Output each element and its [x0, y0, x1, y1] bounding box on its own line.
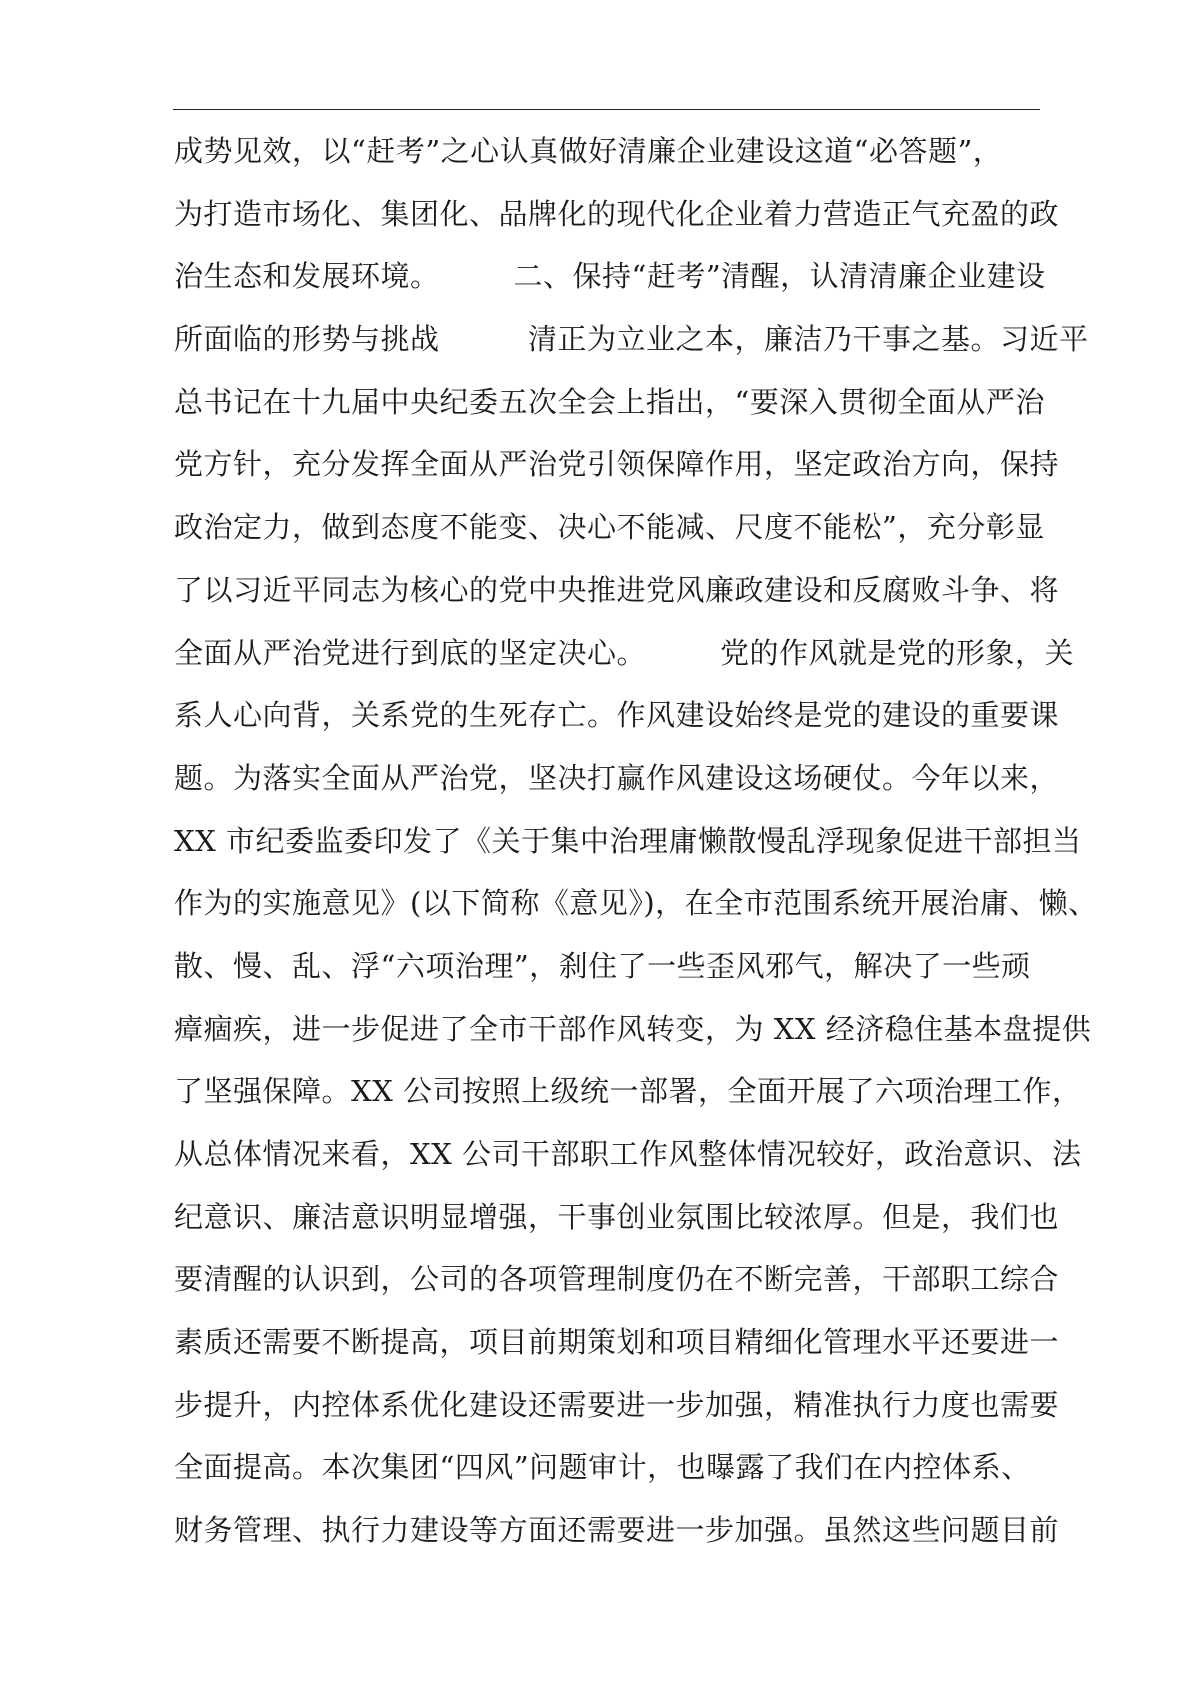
text-line: 治生态和发展环境。 二、保持“赶考”清醒，认清清廉企业建设	[174, 259, 1046, 294]
text-line: 全面从严治党进行到底的坚定决心。 党的作风就是党的形象，关	[174, 635, 1075, 670]
text-line: 散、慢、乱、浮“六项治理”，刹住了一些歪风邪气，解决了一些顽	[174, 948, 1031, 983]
header-rule	[173, 109, 1040, 110]
text-line: 素质还需要不断提高，项目前期策划和项目精细化管理水平还要进一	[174, 1325, 1060, 1360]
text-line: 所面临的形势与挑战 清正为立业之本，廉洁乃干事之基。习近平	[174, 322, 1089, 357]
text-line: 系人心向背，关系党的生死存亡。作风建设始终是党的建设的重要课	[174, 698, 1060, 733]
text-line: 作为的实施意见》(以下简称《意见》)，在全市范围系统开展治庸、懒、	[174, 886, 1098, 921]
text-line: 步提升，内控体系优化建设还需要进一步加强，精准执行力度也需要	[174, 1387, 1060, 1422]
text-line: 纪意识、廉洁意识明显增强，干事创业氛围比较浓厚。但是，我们也	[174, 1199, 1060, 1234]
text-line: XX 市纪委监委印发了《关于集中治理庸懒散慢乱浮现象促进干部担当	[174, 823, 1082, 858]
text-line: 党方针，充分发挥全面从严治党引领保障作用，坚定政治方向，保持	[174, 447, 1060, 482]
text-line: 财务管理、执行力建设等方面还需要进一步加强。虽然这些问题目前	[174, 1513, 1060, 1548]
text-line: 全面提高。本次集团“四风”问题审计，也曝露了我们在内控体系、	[174, 1450, 1031, 1485]
text-line: 为打造市场化、集团化、品牌化的现代化企业着力营造正气充盈的政	[174, 196, 1060, 231]
text-line: 总书记在十九届中央纪委五次全会上指出，“要深入贯彻全面从严治	[174, 384, 1045, 419]
text-line: 政治定力，做到态度不能变、决心不能减、尺度不能松”，充分彰显	[174, 510, 1045, 545]
text-line: 题。为落实全面从严治党，坚决打赢作风建设这场硬仗。今年以来，	[174, 760, 1060, 795]
body-text	[174, 120, 1098, 1562]
text-line: 要清醒的认识到，公司的各项管理制度仍在不断完善，干部职工综合	[174, 1262, 1060, 1297]
text-line: 成势见效，以“赶考”之心认真做好清廉企业建设这道“必答题”，	[174, 134, 1003, 168]
text-line: 从总体情况来看，XX 公司干部职工作风整体情况较好，政治意识、法	[174, 1137, 1082, 1171]
text-line: 了以习近平同志为核心的党中央推进党风廉政建设和反腐败斗争、将	[174, 572, 1060, 607]
text-line: 瘴痼疾，进一步促进了全市干部作风转变，为 XX 经济稳住基本盘提供	[174, 1011, 1092, 1046]
text-line: 了坚强保障。XX 公司按照上级统一部署，全面开展了六项治理工作，	[174, 1074, 1082, 1109]
